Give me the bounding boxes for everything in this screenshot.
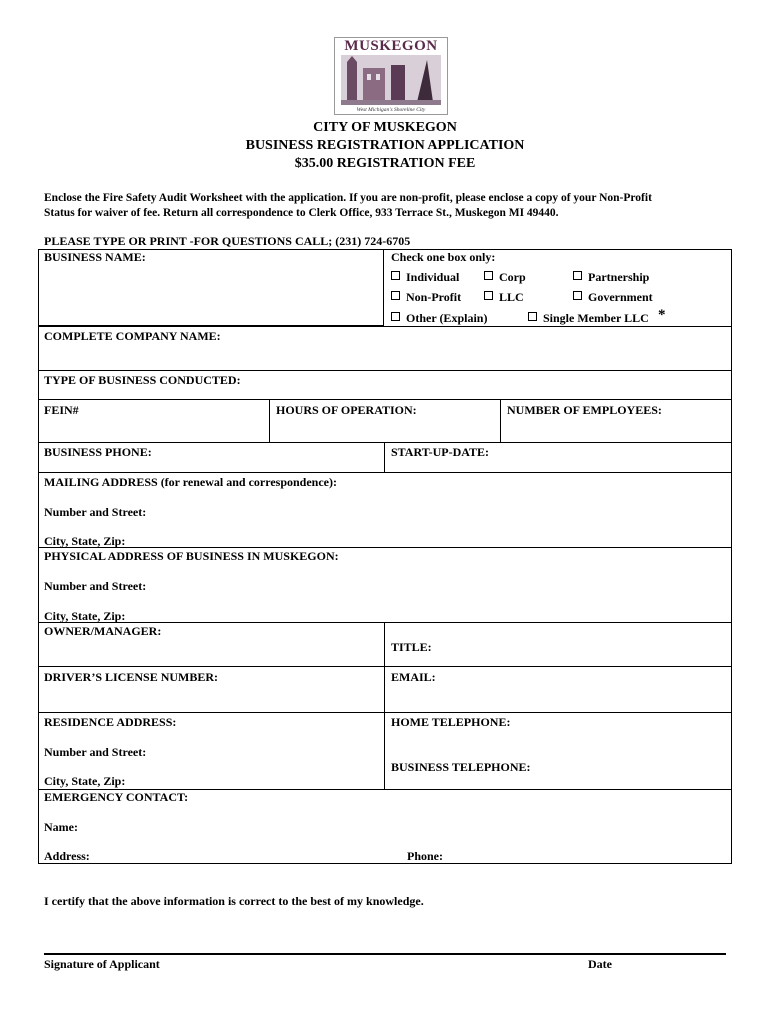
checkbox-icon[interactable] — [484, 291, 493, 300]
logo-tagline: West Michigan's Shoreline City — [356, 107, 426, 113]
option-single-member-llc[interactable]: Single Member LLC — [528, 311, 649, 326]
mailing-street-label: Number and Street: — [44, 505, 147, 519]
certification-text: I certify that the above information is correct to the best of my knowledge. — [44, 894, 424, 908]
divider — [384, 622, 385, 789]
startup-date-label: START-UP-DATE: — [391, 445, 490, 459]
signature-label: Signature of Applicant — [44, 957, 160, 971]
intro-line-2: Status for waiver of fee. Return all correspondence to Clerk Office, 933 Terrace St., Muskegon MI 49440. — [44, 207, 559, 219]
residence-city-label: City, State, Zip: — [44, 774, 126, 788]
asterisk-mark: * — [658, 307, 666, 323]
company-name-label: COMPLETE COMPANY NAME: — [44, 329, 221, 343]
checkbox-icon[interactable] — [528, 312, 537, 321]
emergency-address-label: Address: — [44, 849, 90, 863]
divider — [38, 399, 732, 400]
emergency-contact-label: EMERGENCY CONTACT: — [44, 790, 189, 804]
hours-label: HOURS OF OPERATION: — [276, 403, 417, 417]
divider — [38, 622, 732, 623]
residence-address-label: RESIDENCE ADDRESS: — [44, 715, 177, 729]
title-label: TITLE: — [391, 640, 432, 654]
mailing-city-label: City, State, Zip: — [44, 534, 126, 548]
business-telephone-label: BUSINESS TELEPHONE: — [391, 760, 531, 774]
signature-line[interactable] — [44, 953, 726, 955]
home-telephone-label: HOME TELEPHONE: — [391, 715, 511, 729]
divider — [38, 666, 732, 667]
option-individual[interactable]: Individual — [391, 270, 459, 285]
option-government[interactable]: Government — [573, 290, 653, 305]
divider — [384, 442, 385, 472]
option-corp[interactable]: Corp — [484, 270, 526, 285]
option-nonprofit[interactable]: Non-Profit — [391, 290, 461, 305]
checkbox-icon[interactable] — [391, 312, 400, 321]
physical-address-label: PHYSICAL ADDRESS OF BUSINESS IN MUSKEGON: — [44, 549, 339, 563]
intro-line-1: Enclose the Fire Safety Audit Worksheet with the application. If you are non-profit, please enclose a copy of your Non-Profit — [44, 192, 652, 204]
divider — [38, 712, 732, 713]
physical-city-label: City, State, Zip: — [44, 609, 126, 623]
divider — [38, 547, 732, 548]
divider — [269, 399, 270, 442]
divider — [38, 442, 732, 443]
checkbox-icon[interactable] — [391, 271, 400, 280]
option-llc[interactable]: LLC — [484, 290, 524, 305]
fein-label: FEIN# — [44, 403, 79, 417]
divider — [38, 472, 732, 473]
checkbox-icon[interactable] — [573, 291, 582, 300]
business-name-label: BUSINESS NAME: — [44, 250, 146, 264]
divider — [500, 399, 501, 442]
option-partnership[interactable]: Partnership — [573, 270, 649, 285]
email-label: EMAIL: — [391, 670, 436, 684]
mailing-address-label: MAILING ADDRESS (for renewal and correspondence): — [44, 475, 337, 489]
emergency-name-label: Name: — [44, 820, 78, 834]
checkbox-icon[interactable] — [573, 271, 582, 280]
instructions: PLEASE TYPE OR PRINT -FOR QUESTIONS CALL; (231) 724-6705 — [44, 234, 411, 248]
employees-label: NUMBER OF EMPLOYEES: — [507, 403, 662, 417]
date-label: Date — [588, 957, 612, 971]
emergency-phone-label: Phone: — [407, 849, 443, 863]
business-phone-label: BUSINESS PHONE: — [44, 445, 152, 459]
logo-wordmark: MUSKEGON — [344, 38, 438, 54]
header-city: CITY OF MUSKEGON — [313, 120, 457, 135]
checkbox-icon[interactable] — [391, 291, 400, 300]
type-of-business-label: TYPE OF BUSINESS CONDUCTED: — [44, 373, 241, 387]
physical-street-label: Number and Street: — [44, 579, 147, 593]
checkbox-icon[interactable] — [484, 271, 493, 280]
drivers-license-label: DRIVER’S LICENSE NUMBER: — [44, 670, 219, 684]
city-logo — [334, 37, 448, 115]
logo-illustration-icon — [335, 38, 447, 114]
header-fee: $35.00 REGISTRATION FEE — [294, 156, 476, 171]
residence-street-label: Number and Street: — [44, 745, 147, 759]
check-one-label: Check one box only: — [391, 250, 496, 264]
owner-manager-label: OWNER/MANAGER: — [44, 624, 162, 638]
option-other[interactable]: Other (Explain) — [391, 311, 487, 326]
header-title: BUSINESS REGISTRATION APPLICATION — [245, 138, 525, 153]
